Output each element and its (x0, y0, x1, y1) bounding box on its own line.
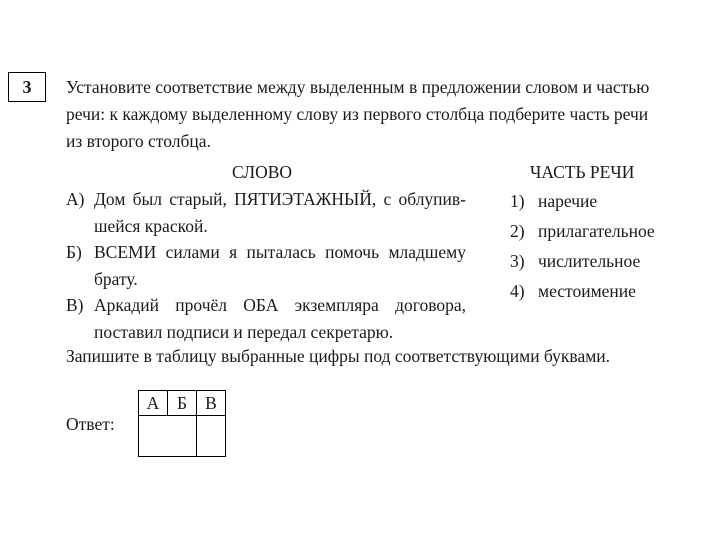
pos-number: 4) (510, 281, 525, 301)
pos-label: числительное (538, 251, 641, 271)
word-item-v (66, 292, 466, 345)
item-letter: В) (66, 295, 84, 315)
pos-item-4 (510, 276, 655, 306)
item-text: ВСЕМИ силами я пыталась помочь младшему брату. (94, 242, 466, 289)
question-instruction: Установите соответствие между выделенным в предложении словом и частью речи: к каждому выделенному слову из первого столбца подберите часть речи из второго столбца. (66, 77, 650, 151)
answer-header-b: Б (168, 391, 197, 416)
answer-label: Ответ: (66, 414, 115, 434)
answer-header-a: А (139, 391, 168, 416)
answer-cell-v[interactable] (197, 416, 226, 457)
answer-header-v: В (197, 391, 226, 416)
question-number: 3 (8, 72, 46, 102)
pos-number: 3) (510, 251, 525, 271)
word-item-b (66, 239, 466, 292)
word-column-header: СЛОВО (232, 162, 293, 182)
item-text: Аркадий прочёл ОБА экземпляра договора, поставил подписи и передал секретарю. (94, 295, 466, 342)
pos-column-header: ЧАСТЬ РЕЧИ (530, 162, 635, 182)
answer-cell-ab[interactable] (139, 416, 197, 457)
answer-table (138, 390, 226, 457)
pos-item-1 (510, 186, 655, 216)
pos-number: 1) (510, 191, 525, 211)
pos-item-2 (510, 216, 655, 246)
item-letter: А) (66, 189, 85, 209)
parts-of-speech-list (510, 186, 655, 306)
pos-label: наречие (538, 191, 598, 211)
pos-label: прилагательное (538, 221, 655, 241)
pos-label: местоимение (538, 281, 636, 301)
pos-number: 2) (510, 221, 525, 241)
item-text: Дом был старый, ПЯТИЭТАЖНЫЙ, с облупив-шейся краской. (94, 189, 466, 236)
write-instruction: Запишите в таблицу выбранные цифры под соответствующими буквами. (66, 346, 611, 366)
word-item-a (66, 186, 466, 239)
item-letter: Б) (66, 242, 82, 262)
word-items-list (66, 186, 466, 345)
pos-item-3 (510, 246, 655, 276)
